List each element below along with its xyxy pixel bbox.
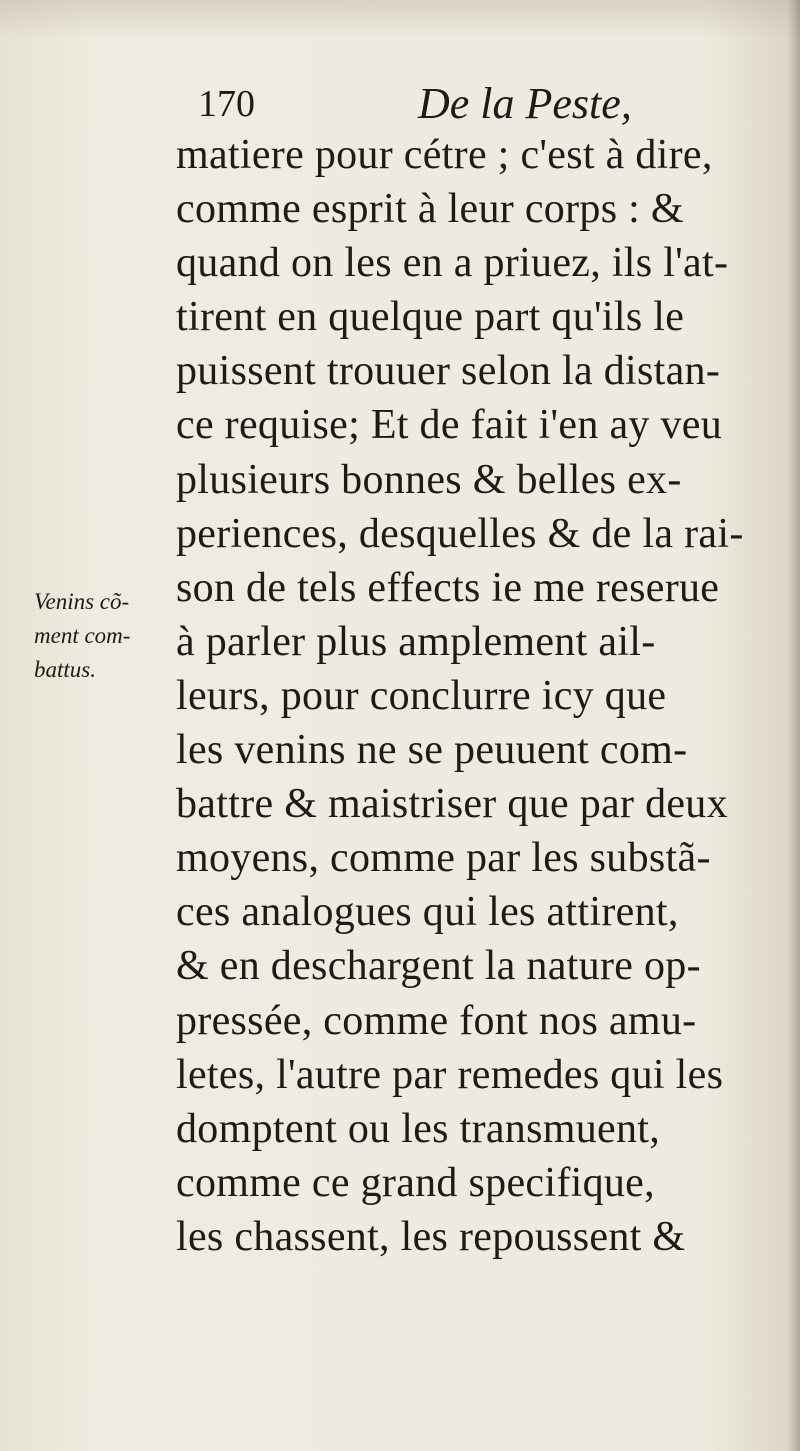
page-gutter-shadow [788, 0, 800, 1451]
text-line: periences, desquelles & de la rai- [176, 510, 744, 557]
text-line: comme esprit à leur corps : & [176, 186, 684, 233]
margin-note [34, 585, 184, 687]
page-top-shadow [0, 0, 800, 40]
text-line: son de tels effects ie me reserue [176, 564, 720, 611]
text-line: les chassent, les repoussent & [176, 1213, 686, 1260]
margin-note-line: battus. [34, 657, 96, 682]
text-line: battre & maistriser que par deux [176, 781, 728, 828]
text-line: & en deschargent la nature op- [176, 943, 701, 990]
running-title: De la Peste, [418, 79, 632, 128]
text-line: ces analogues qui les attirent, [176, 889, 679, 936]
text-line: ce requise; Et de fait i'en ay veu [176, 402, 723, 449]
margin-note-line: ment com- [34, 623, 131, 648]
text-line: quand on les en a priuez, ils l'at- [176, 240, 729, 287]
text-line: pressée, comme font nos amu- [176, 997, 697, 1044]
text-line: puissent trouuer selon la distan- [176, 348, 721, 395]
text-line: à parler plus amplement ail- [176, 618, 656, 665]
text-line: comme ce grand specifique, [176, 1159, 655, 1206]
text-line: plusieurs bonnes & belles ex- [176, 456, 682, 503]
text-line: domptent ou les transmuent, [176, 1105, 661, 1152]
text-line: leurs, pour conclurre icy que [176, 672, 667, 719]
margin-note-line: Venins cõ- [34, 589, 130, 614]
text-line: matiere pour cétre ; c'est à dire, [176, 132, 713, 178]
text-line: les venins ne se peuuent com- [176, 727, 688, 774]
body-text [176, 128, 772, 1264]
page-number: 170 [198, 83, 255, 125]
text-line: tirent en quelque part qu'ils le [176, 294, 685, 341]
text-line: letes, l'autre par remedes qui les [176, 1051, 724, 1098]
text-line: moyens, comme par les substã- [176, 835, 711, 882]
